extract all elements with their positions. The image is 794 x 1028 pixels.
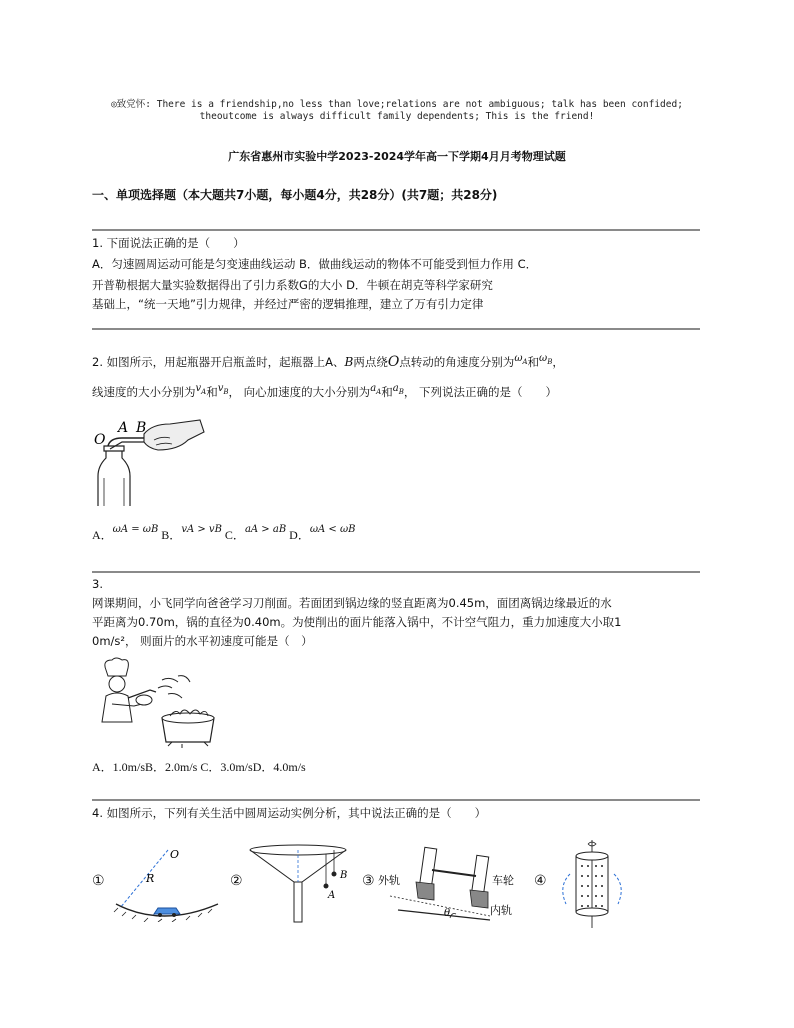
q2-b-label: B [344,355,354,369]
question-divider [92,328,700,330]
q2-o-label: O [387,354,400,370]
section-heading: 一、单项选择题（本大题共7小题，每小题4分，共28分）(共7题；共28分) [92,188,498,202]
funnel-figure [248,842,352,924]
q1-line3: 基础上，“统一天地”引力规律，并经过严密的逻辑推理，建立了万有引力定律 [92,297,484,311]
ab-symbol: $a_B$ [392,383,404,396]
q2-text: ， [552,355,564,369]
question-divider [92,229,700,231]
spin-dryer-figure [552,838,632,930]
aa-symbol: $a_A$ [370,383,382,396]
option-b-expr: vA > vB [181,524,222,535]
option-b: B． [161,528,182,542]
fig3-wheel: 车轮 [492,874,514,887]
fig1-number: ① [92,873,105,889]
q3-number: 3. [92,577,103,591]
option-d: D． [289,528,310,542]
bottle-opener-figure [92,414,210,506]
fig3-number: ③ [362,873,375,889]
fig3-outer-rail: 外轨 [378,874,400,887]
omega-b-symbol: $\omega_B$ [539,353,553,366]
fig1-label-r: R [146,872,155,885]
option-a: A． [92,528,113,542]
chef-figure [92,656,222,748]
q1-stem: 1. 下面说法正确的是（ ） [92,236,245,250]
q1-line2: 开普勒根据大量实验数据得出了引力系数G的大小 D．牛顿在胡克等科学家研究 [92,278,493,292]
va-symbol: $v_A$ [195,383,207,396]
q3-line1: 网课期间，小飞同学向爸爸学习刀削面。若面团到锅边缘的竖直距离为0.45m，面团离锅边缘最近的水 [92,596,612,610]
fig1-label-o: O [170,848,180,861]
q2-text: 和 [527,355,540,369]
q2-text: ， 下列说法正确的是（ ） [403,385,557,399]
header-quote-line2: theoutcome is always difficult family dependents; This is the friend! [199,111,595,122]
q2-line1 [92,353,712,377]
fig-label-b: B [136,420,147,436]
q2-text: 点转动的角速度分别为 [399,355,515,369]
question-divider [92,799,700,801]
page-title: 广东省惠州市实验中学2023-2024学年高一下学期4月月考物理试题 [228,150,566,163]
q2-options [92,526,712,543]
q1-line1: A．匀速圆周运动可能是匀变速曲线运动 B．做曲线运动的物体不可能受到恒力作用 C． [92,257,538,271]
omega-a-symbol: $\omega_A$ [514,353,528,366]
q2-text: 和 [206,385,218,399]
option-a-expr: ωA = ωB [112,524,159,535]
q2-text: ， 向心加速度的大小分别为 [228,385,371,399]
question-3 [92,575,712,651]
fig2-label-b: B [340,870,348,881]
fig2-number: ② [230,873,243,889]
fig3-theta: θ [444,908,451,919]
q4-stem: 4. 如图所示，下列有关生活中圆周运动实例分析，其中说法正确的是（ ） [92,806,487,820]
option-c-expr: aA > aB [244,524,287,535]
q2-text: 线速度的大小分别为 [92,385,196,399]
q2-text: 两点绕 [353,355,388,369]
rail-figure [378,844,526,922]
vb-symbol: $v_B$ [217,383,229,396]
q2-text: 和 [381,385,393,399]
fig2-label-a: A [328,890,336,901]
fig-label-a: A [118,420,129,436]
q3-line2: 平距离为0.70m，锅的直径为0.40m。为使削出的面片能落入锅中，不计空气阻力，重力加速度大小取1 [92,615,622,629]
q3-options: A．1.0m/sB．2.0m/s C．3.0m/sD．4.0m/s [92,760,306,774]
fig4-number: ④ [534,873,547,889]
question-divider [92,571,700,573]
question-1 [92,234,712,314]
fig-label-o: O [94,432,106,448]
q2-line2 [92,383,712,407]
car-arc-figure [112,842,222,922]
q3-line3: 0m/s²， 则面片的水平初速度可能是（ ） [92,634,313,648]
q2-text: 2. 如图所示，用起瓶器开启瓶盖时，起瓶器上A、 [92,355,345,369]
option-d-expr: ωA < ωB [309,524,356,535]
option-c: C． [224,528,245,542]
fig3-inner-rail: 内轨 [490,904,512,917]
header-quote-line1: ◎致党怀: There is a friendship,no less than love;relations are not ambiguous; talk has been confided; [111,99,683,110]
